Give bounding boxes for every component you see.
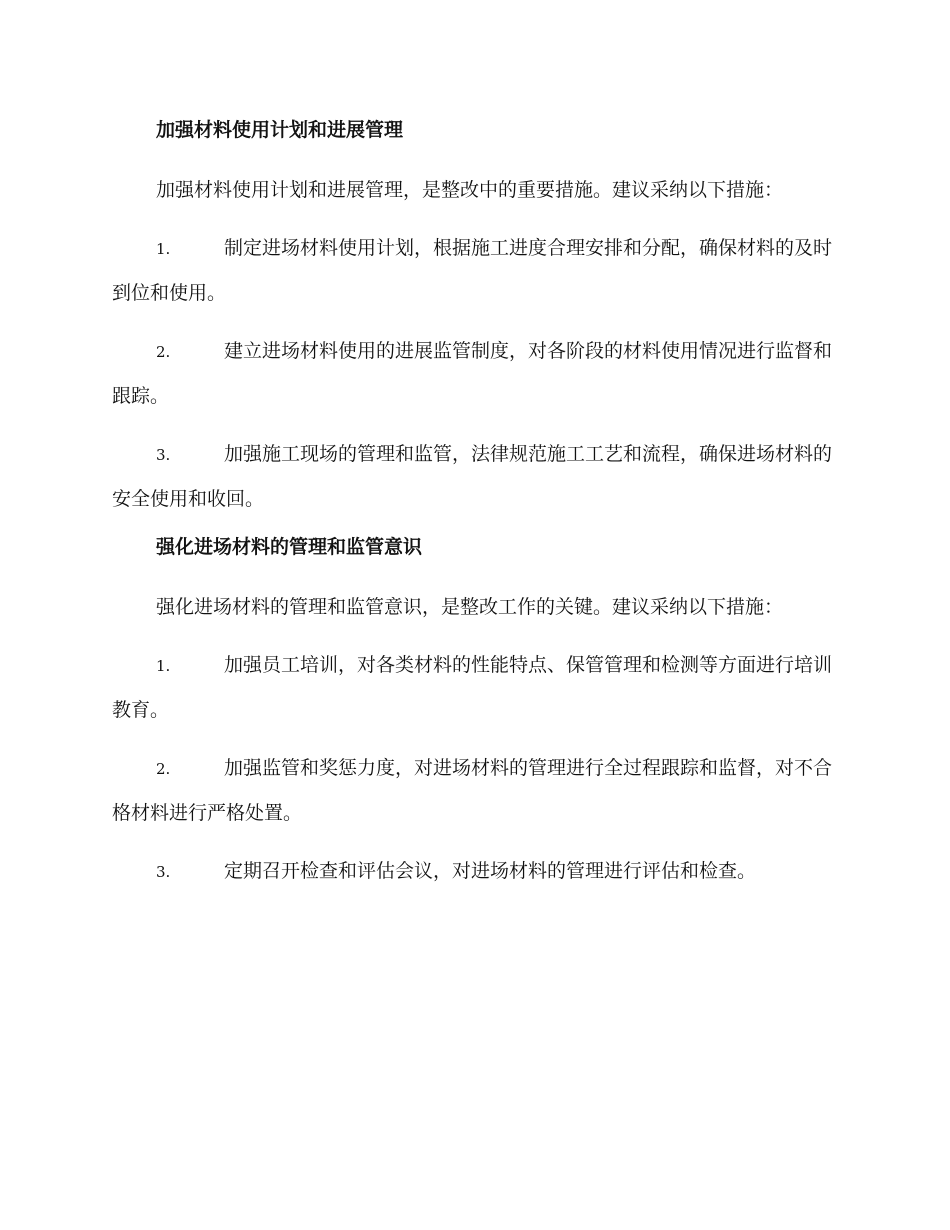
measures-list xyxy=(112,643,832,894)
section-material-plan xyxy=(112,112,832,521)
list-number: 2. xyxy=(156,343,171,361)
section-intro: 加强材料使用计划和进展管理，是整改中的重要措施。建议采纳以下措施： xyxy=(156,179,784,201)
list-text: 建立进场材料使用的进展监管制度，对各阶段的材料使用情况进行监督和跟踪。 xyxy=(112,340,833,407)
list-text: 定期召开检查和评估会议，对进场材料的管理进行评估和检查。 xyxy=(224,860,757,882)
list-text: 加强监管和奖惩力度，对进场材料的管理进行全过程跟踪和监督，对不合格材料进行严格处置。 xyxy=(112,757,833,824)
list-item xyxy=(112,432,832,521)
list-number: 3. xyxy=(156,446,171,464)
section-heading: 强化进场材料的管理和监管意识 xyxy=(156,536,423,558)
list-number: 1. xyxy=(156,657,171,675)
list-text: 加强施工现场的管理和监管，法律规范施工工艺和流程，确保进场材料的安全使用和收回。 xyxy=(112,443,833,510)
list-text: 制定进场材料使用计划，根据施工进度合理安排和分配，确保材料的及时到位和使用。 xyxy=(112,237,833,304)
list-number: 1. xyxy=(156,240,171,258)
section-intro: 强化进场材料的管理和监管意识，是整改工作的关键。建议采纳以下措施： xyxy=(156,596,784,618)
list-item xyxy=(112,849,832,894)
list-item xyxy=(112,746,832,835)
section-management-awareness xyxy=(112,529,832,894)
list-number: 2. xyxy=(156,760,171,778)
section-heading: 加强材料使用计划和进展管理 xyxy=(156,119,404,141)
measures-list xyxy=(112,226,832,521)
list-item xyxy=(112,226,832,315)
list-item xyxy=(112,329,832,418)
list-number: 3. xyxy=(156,863,171,881)
document-body xyxy=(112,112,832,908)
list-text: 加强员工培训，对各类材料的性能特点、保管管理和检测等方面进行培训教育。 xyxy=(112,654,833,721)
list-item xyxy=(112,643,832,732)
